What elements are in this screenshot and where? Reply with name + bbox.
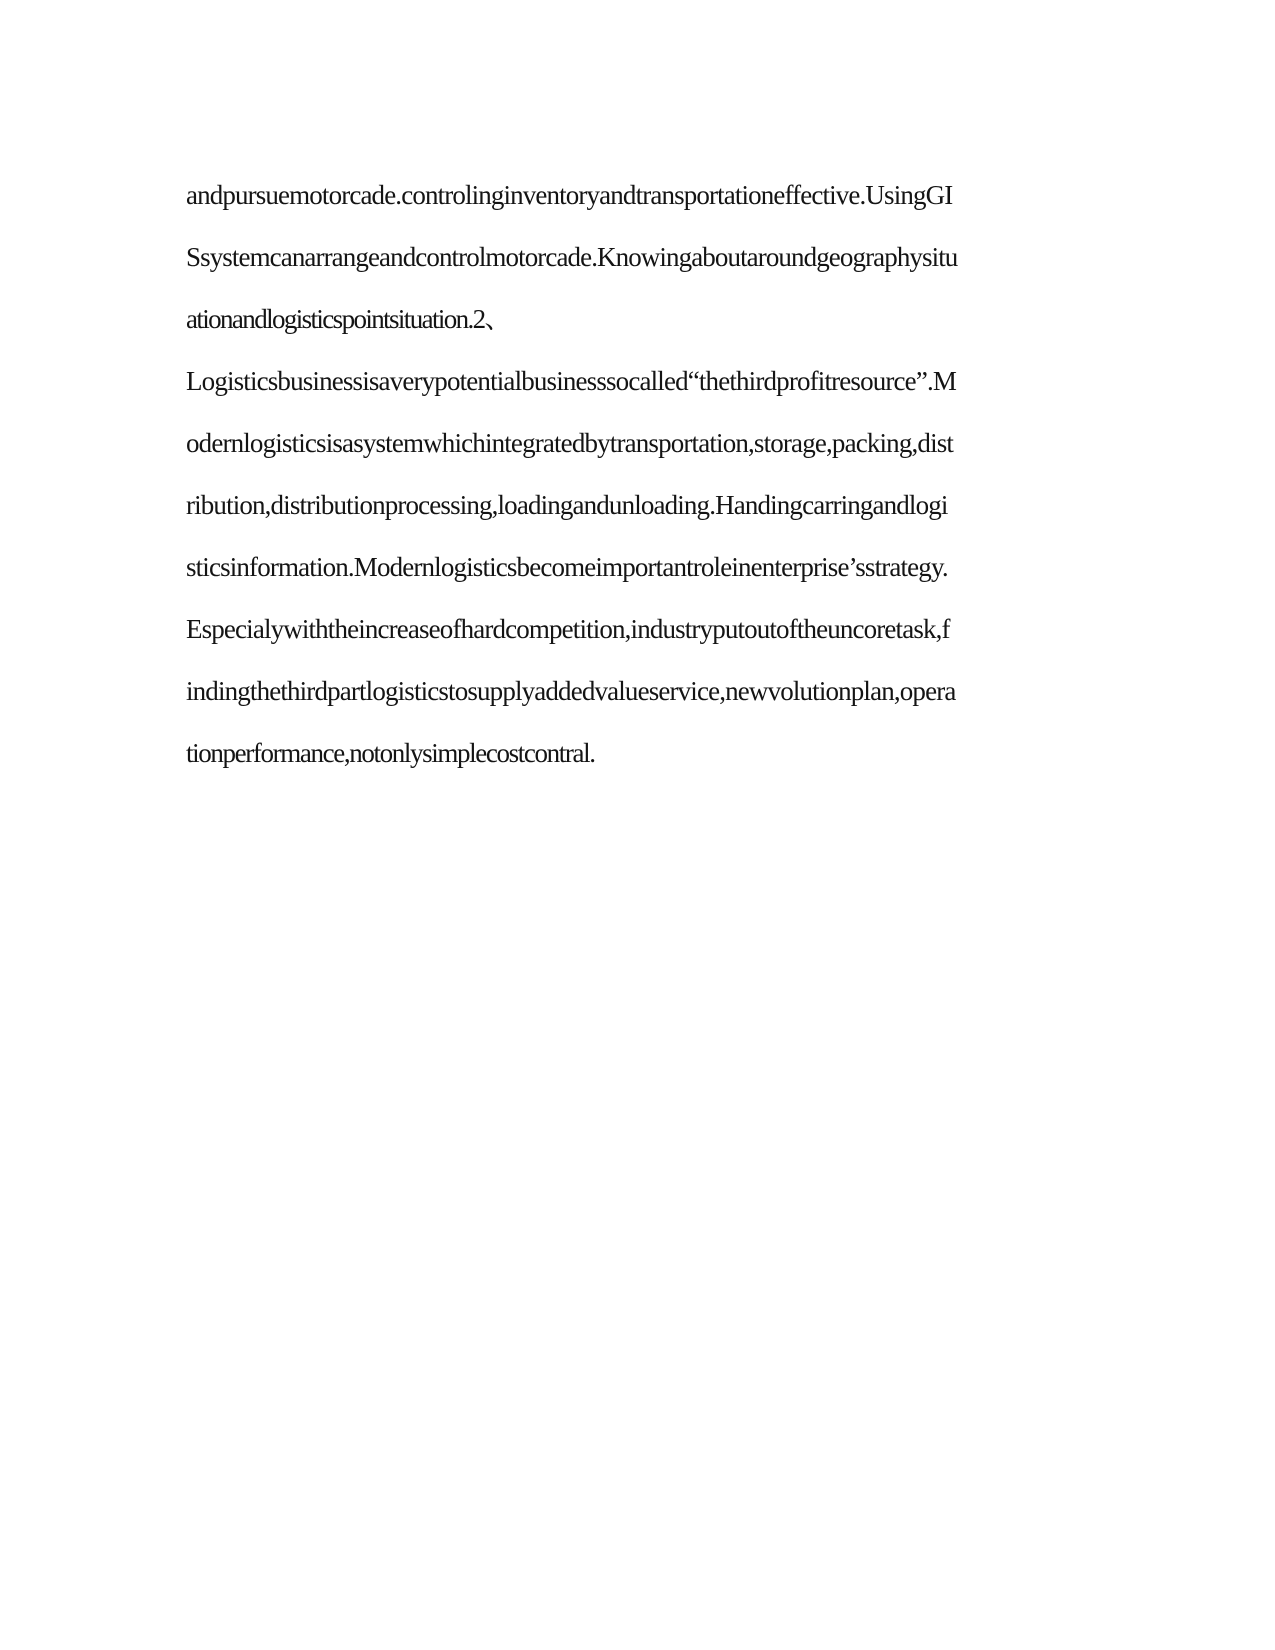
text-line: ribution,distributionprocessing,loadingandunloading.Handingcarringandlogi <box>186 490 948 520</box>
text-line: indingthethirdpartlogisticstosupplyaddedvalueservice,newvolutionplan,opera <box>186 676 956 706</box>
text-line: andpursuemotorcade.controlinginventoryandtransportationeffective.UsingGI <box>186 180 953 210</box>
text-line: odernlogisticsisasystemwhichintegratedbytransportation,storage,packing,dist <box>186 428 954 458</box>
text-line: Especialywiththeincreaseofhardcompetition,industryputoutoftheuncoretask,f <box>186 614 950 644</box>
body-paragraph <box>186 164 1086 784</box>
text-line: tionperformance,notonlysimplecostcontral. <box>186 738 595 768</box>
text-line: ationandlogisticspointsituation.2、 <box>186 304 510 334</box>
text-line: Logisticsbusinessisaverypotentialbusinesssocalled“thethirdprofitresource”.M <box>186 366 957 396</box>
text-line: Ssystemcanarrangeandcontrolmotorcade.Knowingaboutaroundgeographysitu <box>186 242 958 272</box>
text-line: sticsinformation.Modernlogisticsbecomeimportantroleinenterprise’sstrategy. <box>186 552 948 582</box>
